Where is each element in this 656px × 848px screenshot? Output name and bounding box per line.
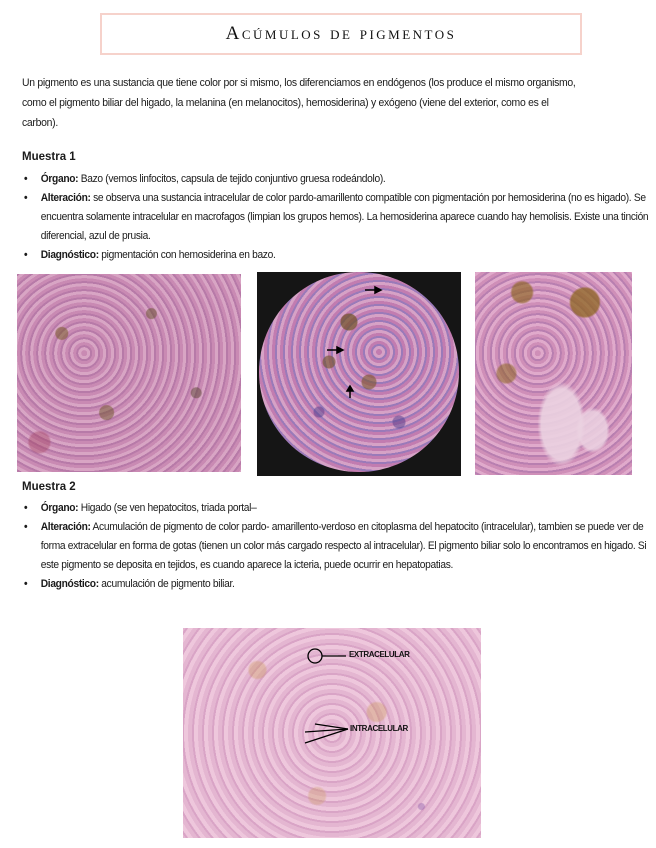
extracelular-label: EXTRACELULAR — [349, 650, 410, 659]
bullet-dot: • — [24, 578, 28, 590]
muestra2-heading: Muestra 2 — [22, 481, 76, 493]
muestra2-alteracion — [24, 518, 656, 575]
bullet-dot: • — [24, 521, 28, 533]
page-title: Acúmulos de pigmentos — [225, 23, 457, 44]
organo-label: Órgano: — [40, 502, 79, 514]
organo-text: Bazo (vemos linfocitos, capsula de tejido conjuntivo gruesa rodeándolo). — [78, 173, 386, 185]
alteracion-text: se observa una sustancia intracelular de color pardo-amarillento compatible con pigmentación por hemosiderina (no es higado). Se encuentra solamente intracelular en macrofagos (limpian los grupos hemos). La hemosiderina aparece cuando hay hemolisis. Existe una tinción diferencial, azul de prusia. — [40, 192, 649, 242]
organo-label: Órgano: — [40, 173, 79, 185]
intracelular-label: INTRACELULAR — [350, 724, 408, 733]
muestra1-organo — [24, 170, 656, 189]
alteracion-label: Alteración: — [40, 192, 91, 204]
muestra2-diagnostico — [24, 575, 656, 594]
organo-text: Higado (se ven hepatocitos, triada portal– — [78, 502, 257, 514]
intro-paragraph: Un pigmento es una sustancia que tiene color por si mismo, los diferenciamos en endógenos (los produce el mismo organismo, como el pigmento biliar del higado, la melanina (en melanocitos), hemosiderina) y exógeno (viene del exterior, como es el carbon). — [22, 77, 576, 129]
alteracion-label: Alteración: — [40, 521, 91, 533]
diagnostico-text: acumulación de pigmento biliar. — [98, 578, 235, 590]
diagnostico-label: Diagnóstico: — [40, 249, 99, 261]
muestra2-list — [24, 499, 654, 594]
muestra2-organo — [24, 499, 656, 518]
muestra1-heading: Muestra 1 — [22, 151, 76, 163]
muestra1-diagnostico — [24, 246, 656, 265]
bullet-dot: • — [24, 173, 28, 185]
muestra1-alteracion — [24, 189, 656, 246]
micrograph-liver — [183, 628, 481, 838]
bullet-dot: • — [24, 192, 28, 204]
micrograph-spleen-2 — [257, 272, 461, 476]
diagnostico-text: pigmentación con hemosiderina en bazo. — [98, 249, 276, 261]
diagnostico-label: Diagnóstico: — [40, 578, 99, 590]
muestra1-list — [24, 170, 654, 265]
micrograph-spleen-1 — [17, 274, 241, 472]
title-box — [100, 13, 582, 55]
alteracion-text: Acumulación de pigmento de color pardo- amarillento-verdoso en citoplasma del hepatocito (intracelular), tambien se puede ver de forma extracelular en forma de gotas (tienen un color más cargado respecto al intracelular). El pigmento biliar solo lo encontramos en higado. Si este pigmento se deposita en tejidos, es cuando aparece la icteria, puede ocurrir en hepatopatias. — [40, 521, 647, 571]
bullet-dot: • — [24, 502, 28, 514]
liver-annotation-marks — [183, 628, 481, 838]
arrow-annotations — [257, 272, 461, 476]
bullet-dot: • — [24, 249, 28, 261]
micrograph-spleen-3 — [475, 272, 632, 475]
